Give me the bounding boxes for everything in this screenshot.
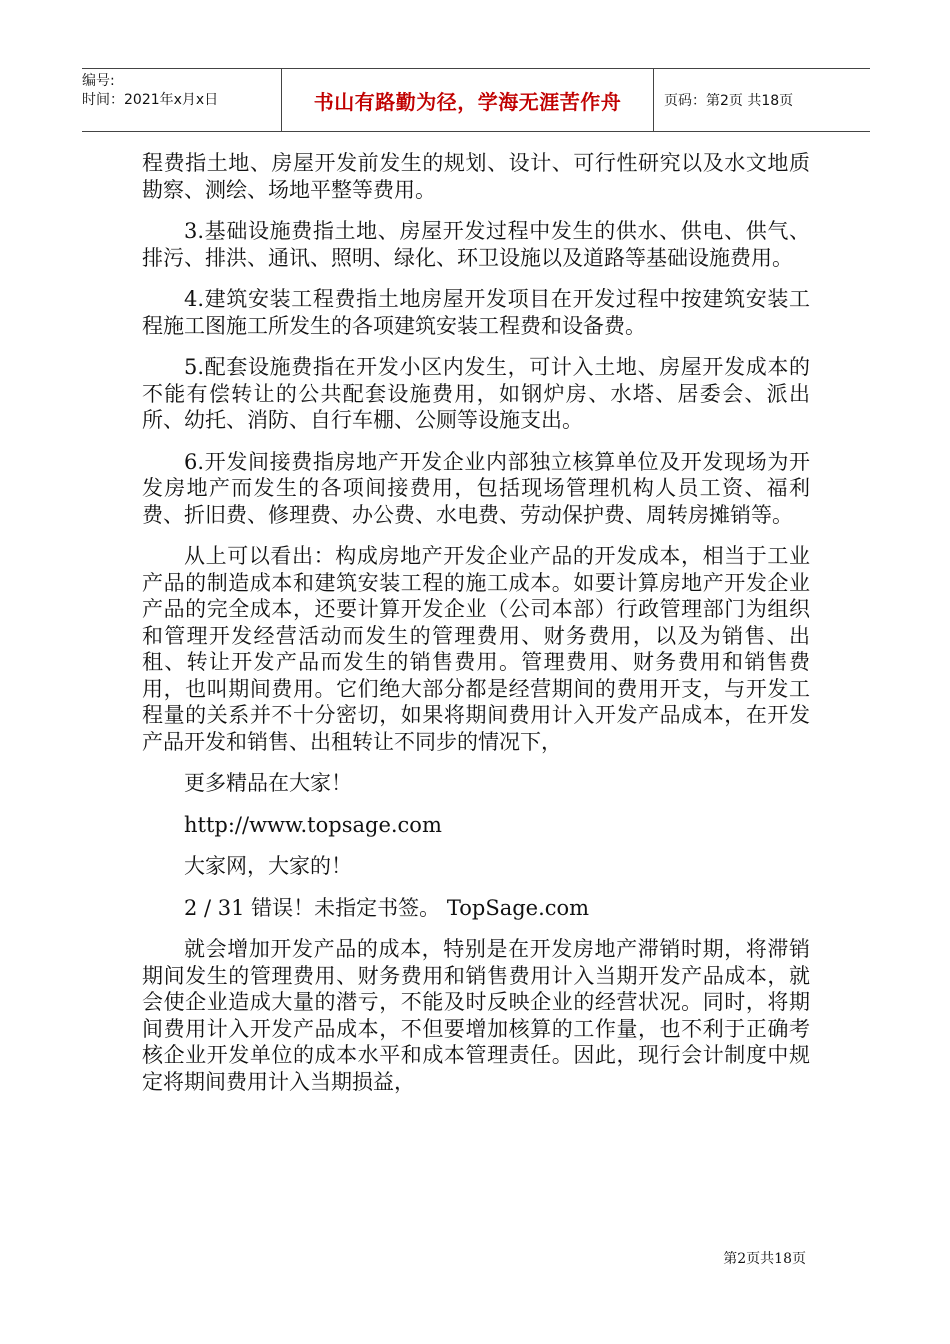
page-header [82,68,870,132]
promo-line: 更多精品在大家！ [184,771,352,795]
paragraph-construction-fee: 4.建筑安装工程费指土地房屋开发项目在开发过程中按建筑安装工程施工图施工所发生的各项建筑安装工程费和设备费。 [142,287,810,338]
paragraph-indirect-fee: 6.开发间接费指房地产开发企业内部独立核算单位及开发现场为开发房地产而发生的各项间接费用，包括现场管理机构人员工资、福利费、折旧费、修理费、办公费、水电费、劳动保护费、周转房摊销等。 [142,449,810,527]
paragraph-continued: 程费指土地、房屋开发前发生的规划、设计、可行性研究以及水文地质勘察、测绘、场地平整等费用。 [142,151,810,202]
document-number-label: 编号: [82,73,115,89]
page-footer-number: 第2页共18页 [723,1251,806,1267]
bookmark-error-line: 2 / 31 错误！未指定书签。 TopSage.com [184,895,590,920]
document-body [142,150,810,1110]
paragraph-period-expense: 就会增加开发产品的成本，特别是在开发房地产滞销时期，将滞销期间发生的管理费用、财务费用和销售费用计入当期开发产品成本，就会使企业造成大量的潜亏，不能及时反映企业的经营状况。同时，将期间费用计入开发产品成本，不但要增加核算的工作量，也不利于正确考核企业开发单位的成本水平和成本管理责任。因此，现行会计制度中规定将期间费用计入当期损益， [142,937,810,1094]
promo-slogan: 大家网，大家的！ [184,854,352,878]
website-url: http://www.topsage.com [184,812,442,837]
header-meta [82,69,282,131]
paragraph-facility-fee: 5.配套设施费指在开发小区内发生，可计入土地、房屋开发成本的不能有偿转让的公共配套设施费用，如钢炉房、水塔、居委会、派出所、幼托、消防、自行车棚、公厕等设施支出。 [142,355,810,432]
document-time-label: 时间：2021年x月x日 [82,92,219,108]
header-motto: 书山有路勤为径，学海无涯苦作舟 [282,69,654,131]
paragraph-summary: 从上可以看出：构成房地产开发企业产品的开发成本，相当于工业产品的制造成本和建筑安装工程的施工成本。如要计算房地产开发企业产品的完全成本，还要计算开发企业（公司本部）行政管理部门为组织和管理开发经营活动而发生的管理费用、财务费用，以及为销售、出租、转让开发产品而发生的销售费用。管理费用、财务费用和销售费用，也叫期间费用。它们绝大部分都是经营期间的费用开支，与开发工程量的关系并不十分密切，如果将期间费用计入开发产品成本，在开发产品开发和销售、出租转让不同步的情况下， [142,544,810,754]
header-page-number: 页码：第2页 共18页 [664,93,794,109]
paragraph-infrastructure-fee: 3.基础设施费指土地、房屋开发过程中发生的供水、供电、供气、排污、排洪、通讯、照明、绿化、环卫设施以及道路等基础设施费用。 [142,219,810,270]
